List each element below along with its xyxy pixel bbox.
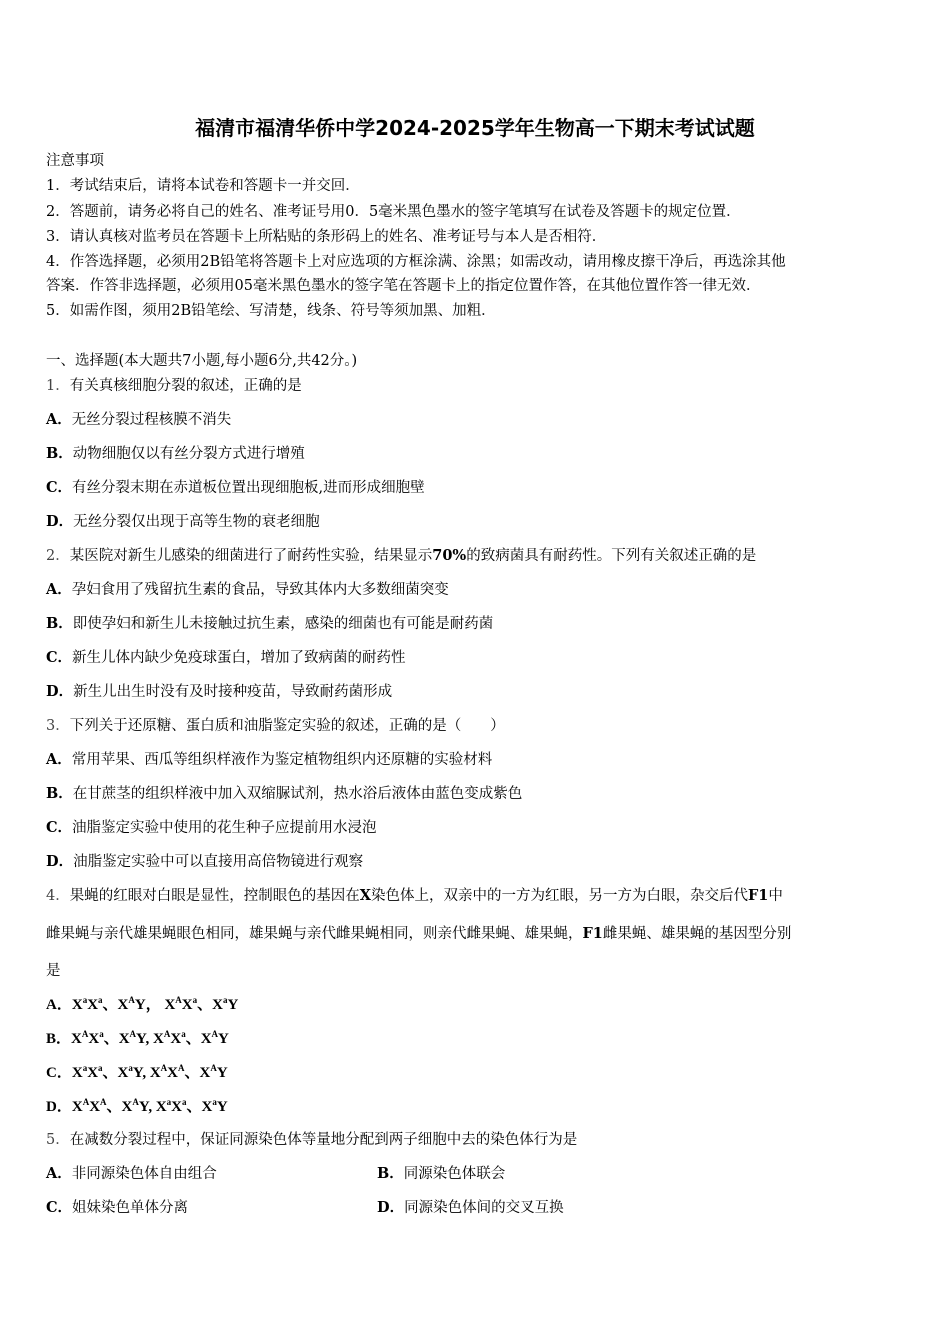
question-number: 5． <box>46 1132 70 1148</box>
option-text: 新生儿出生时没有及时接种疫苗，导致耐药菌形成 <box>73 684 393 700</box>
genotype-text: $X^aX^a$、$X^AY$， $X^AX^a$、$X^aY$ <box>71 995 239 1013</box>
notice-item: 1．考试结束后，请将本试卷和答题卡一并交回． <box>46 178 360 194</box>
generation-f1: F1 <box>748 887 769 904</box>
question-stem: 雌果蝇、雄果蝇的基因型分别 <box>602 926 792 942</box>
option-a[interactable] <box>46 750 492 770</box>
question-stem: 有关真核细胞分裂的叙述，正确的是 <box>69 378 302 394</box>
question-stem: 下列关于还原糖、蛋白质和油脂鉴定实验的叙述，正确的是（ ） <box>69 718 505 734</box>
option-label: A． <box>46 997 72 1013</box>
options-row-ab <box>46 1164 906 1184</box>
question-2 <box>46 546 756 566</box>
option-c[interactable] <box>46 1063 228 1083</box>
option-d[interactable] <box>377 1198 564 1218</box>
option-label: A． <box>46 581 72 598</box>
option-text: 油脂鉴定实验中使用的花生种子应提前用水浸泡 <box>72 820 377 836</box>
option-label: D． <box>46 513 74 530</box>
option-label: D． <box>46 1099 72 1115</box>
option-label: C． <box>46 479 73 496</box>
option-d[interactable] <box>46 512 320 532</box>
option-text: 同源染色体联会 <box>403 1166 506 1182</box>
option-label: C． <box>46 1199 73 1216</box>
option-a[interactable] <box>46 410 231 430</box>
option-b[interactable] <box>46 614 493 634</box>
option-label: A． <box>46 411 72 428</box>
notice-item: 5．如需作图，须用2B铅笔绘、写清楚，线条、符号等须加黑、加粗． <box>46 303 496 319</box>
option-text: 有丝分裂末期在赤道板位置出现细胞板,进而形成细胞壁 <box>72 480 425 496</box>
option-c[interactable] <box>46 818 377 838</box>
option-text: 姐妹染色单体分离 <box>72 1200 189 1216</box>
option-label: D． <box>46 853 74 870</box>
question-4 <box>46 886 783 906</box>
question-stem: 雌果蝇与亲代雄果蝇眼色相同，雄果蝇与亲代雌果蝇相同，则亲代雌果蝇、雄果蝇， <box>46 926 583 942</box>
option-d[interactable] <box>46 852 363 872</box>
option-text: 动物细胞仅以有丝分裂方式进行增殖 <box>72 446 305 462</box>
question-4-line-2 <box>46 924 791 944</box>
option-c[interactable] <box>46 478 425 498</box>
option-text: 同源染色体间的交叉互换 <box>404 1200 564 1216</box>
genotype-text: $X^AX^a$、$X^AY$, $X^AX^a$、$X^AY$ <box>71 1029 229 1047</box>
option-text: 在甘蔗茎的组织样液中加入双缩脲试剂，热水浴后液体由蓝色变成紫色 <box>72 786 523 802</box>
question-stem: 某医院对新生儿感染的细菌进行了耐药性实验，结果显示 <box>69 548 433 564</box>
option-label: A． <box>46 1165 72 1182</box>
option-text: 常用苹果、西瓜等组织样液作为鉴定植物组织内还原糖的实验材料 <box>71 752 493 768</box>
page-title: 福清市福清华侨中学2024-2025学年生物高一下期末考试试题 <box>195 116 755 140</box>
question-stem: 果蝇的红眼对白眼是显性，控制眼色的基因在 <box>69 888 360 904</box>
notice-item: 2．答题前，请务必将自己的姓名、准考证号用0．5毫米黑色墨水的签字笔填写在试卷及答题卡的规定位置． <box>46 204 741 220</box>
question-4-line-3: 是 <box>46 963 61 979</box>
question-stem: 染色体上，双亲中的一方为红眼，另一方为白眼，杂交后代 <box>371 888 748 904</box>
option-b[interactable] <box>377 1164 505 1184</box>
question-stem-percent: 70% <box>432 547 467 564</box>
option-b[interactable] <box>46 444 305 464</box>
option-label: D． <box>377 1199 405 1216</box>
question-3 <box>46 716 505 736</box>
option-d[interactable] <box>46 1097 228 1117</box>
option-a[interactable] <box>46 580 449 600</box>
option-label: C． <box>46 649 73 666</box>
option-label: A． <box>46 751 72 768</box>
question-number: 3． <box>46 718 70 734</box>
option-a[interactable] <box>46 1166 217 1182</box>
option-text: 无丝分裂仅出现于高等生物的衰老细胞 <box>73 514 320 530</box>
question-5 <box>46 1130 577 1150</box>
generation-f1: F1 <box>582 925 603 942</box>
option-c[interactable] <box>46 648 406 668</box>
option-a[interactable] <box>46 995 238 1015</box>
option-text: 孕妇食用了残留抗生素的食品，导致其体内大多数细菌突变 <box>71 582 449 598</box>
option-d[interactable] <box>46 682 392 702</box>
genotype-text: $X^AX^A$、$X^AY$, $X^aX^a$、$X^aY$ <box>71 1097 228 1115</box>
question-number: 2． <box>46 548 70 564</box>
question-number: 4． <box>46 888 70 904</box>
question-stem: 在减数分裂过程中，保证同源染色体等量地分配到两子细胞中去的染色体行为是 <box>69 1132 578 1148</box>
question-stem: 的致病菌具有耐药性。下列有关叙述正确的是 <box>466 548 757 564</box>
option-label: C． <box>46 1065 72 1081</box>
chromosome-x: X <box>359 887 371 904</box>
notice-item: 3．请认真核对监考员在答题卡上所粘贴的条形码上的姓名、准考证号与本人是否相符． <box>46 229 607 245</box>
section-heading: 一、选择题(本大题共7小题,每小题6分,共42分。) <box>46 353 358 369</box>
option-label: B． <box>377 1165 404 1182</box>
option-label: D． <box>46 683 74 700</box>
question-stem: 中 <box>768 888 783 904</box>
option-label: B． <box>46 445 73 462</box>
option-text: 即使孕妇和新生儿未接触过抗生素，感染的细菌也有可能是耐药菌 <box>72 616 494 632</box>
option-b[interactable] <box>46 784 522 804</box>
option-text: 油脂鉴定实验中可以直接用高倍物镜进行观察 <box>73 854 364 870</box>
option-label: B． <box>46 1031 72 1047</box>
notice-item: 答案．作答非选择题，必须用05毫米黑色墨水的签字笔在答题卡上的指定位置作答，在其他位置作答一律无效． <box>46 278 761 294</box>
option-label: C． <box>46 819 73 836</box>
question-1 <box>46 376 302 396</box>
option-text: 新生儿体内缺少免疫球蛋白，增加了致病菌的耐药性 <box>72 650 406 666</box>
options-row-cd <box>46 1198 906 1218</box>
option-text: 无丝分裂过程核膜不消失 <box>71 412 232 428</box>
option-b[interactable] <box>46 1029 229 1049</box>
option-label: B． <box>46 615 73 632</box>
genotype-text: $X^aX^a$、$X^aY$, $X^AX^A$、$X^AY$ <box>71 1063 228 1081</box>
option-label: B． <box>46 785 73 802</box>
notice-item: 4．作答选择题，必须用2B铅笔将答题卡上对应选项的方框涂满、涂黑；如需改动，请用橡皮擦干净后，再选涂其他 <box>46 254 786 270</box>
option-c[interactable] <box>46 1200 188 1216</box>
question-number: 1． <box>46 378 70 394</box>
option-text: 非同源染色体自由组合 <box>71 1166 217 1182</box>
notice-heading: 注意事项 <box>46 153 104 169</box>
